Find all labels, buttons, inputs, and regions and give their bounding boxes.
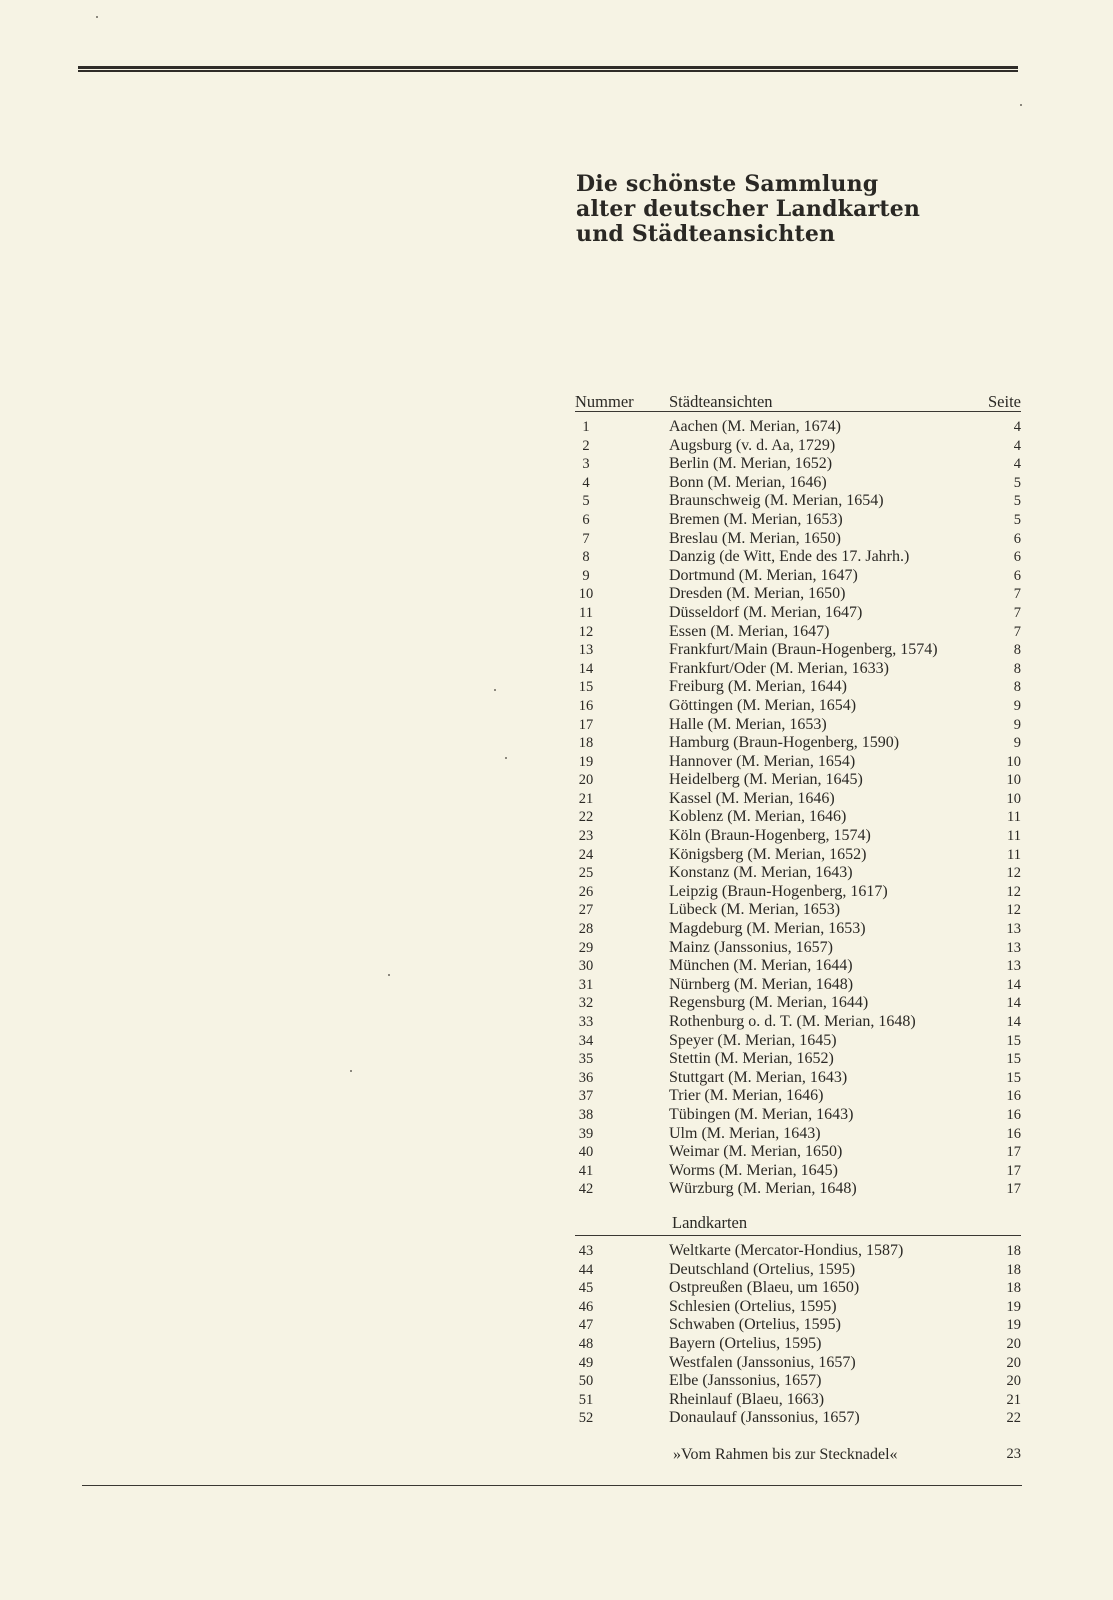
entry-title: Schlesien (Ortelius, 1595) (669, 1297, 837, 1315)
entry-title: Berlin (M. Merian, 1652) (669, 455, 833, 473)
toc-row (575, 1279, 1021, 1298)
entry-number: 29 (578, 939, 594, 956)
entry-title: Danzig (de Witt, Ende des 17. Jahrh.) (669, 548, 910, 566)
entry-page: 10 (1006, 790, 1021, 807)
entry-number: 7 (582, 530, 590, 547)
toc-row (575, 994, 1021, 1013)
entry-number: 4 (582, 474, 590, 491)
paper-speck (350, 1070, 352, 1072)
toc-row (575, 771, 1021, 790)
entry-number: 32 (578, 995, 594, 1012)
paper-speck (1020, 104, 1022, 106)
entry-page: 20 (1006, 1354, 1021, 1371)
entry-page: 13 (1006, 939, 1021, 956)
entry-number: 39 (578, 1125, 594, 1142)
entry-title: Dortmund (M. Merian, 1647) (669, 566, 858, 584)
entry-number: 42 (578, 1181, 594, 1198)
entry-page: 18 (1006, 1280, 1021, 1297)
title-line-3: und Städteansichten (576, 221, 836, 247)
toc-row (575, 1391, 1021, 1410)
maps-list (575, 1242, 1021, 1428)
toc-row (575, 901, 1021, 920)
entry-number: 23 (578, 828, 594, 845)
entry-page: 6 (1013, 530, 1021, 547)
entry-page: 10 (1006, 772, 1021, 789)
entry-page: 16 (1006, 1125, 1021, 1142)
entry-title: Koblenz (M. Merian, 1646) (669, 808, 847, 826)
entry-page: 7 (1013, 623, 1021, 640)
bottom-rule (82, 1485, 1022, 1486)
entry-title: Lübeck (M. Merian, 1653) (669, 901, 841, 919)
entry-page: 5 (1013, 493, 1021, 510)
entry-page: 11 (1007, 846, 1021, 863)
toc-row (575, 1050, 1021, 1069)
toc-row (575, 1069, 1021, 1088)
entry-number: 52 (578, 1410, 594, 1427)
toc-row (575, 678, 1021, 697)
entry-page: 13 (1006, 958, 1021, 975)
entry-page: 17 (1006, 1144, 1021, 1161)
table-of-contents (575, 392, 1021, 1466)
toc-row (575, 697, 1021, 716)
toc-row (575, 567, 1021, 586)
toc-row (575, 716, 1021, 735)
toc-row (575, 1106, 1021, 1125)
toc-row (575, 920, 1021, 939)
entry-number: 15 (578, 679, 594, 696)
entry-title: Weimar (M. Merian, 1650) (669, 1143, 843, 1161)
toc-row (575, 939, 1021, 958)
entry-title: Worms (M. Merian, 1645) (669, 1161, 838, 1179)
entry-title: Magdeburg (M. Merian, 1653) (669, 920, 866, 938)
entry-page: 8 (1013, 660, 1021, 677)
toc-row (575, 455, 1021, 474)
entry-page: 9 (1013, 716, 1021, 733)
entry-title: Frankfurt/Oder (M. Merian, 1633) (669, 659, 889, 677)
entry-number: 24 (578, 846, 594, 863)
entry-title: Schwaben (Ortelius, 1595) (669, 1316, 841, 1334)
header-number: Nummer (575, 392, 634, 411)
entry-number: 38 (578, 1106, 594, 1123)
toc-row (575, 1180, 1021, 1199)
toc-row (575, 511, 1021, 530)
entry-title: Donaulauf (Janssonius, 1657) (669, 1409, 860, 1427)
entry-number: 9 (582, 567, 590, 584)
entry-title: Göttingen (M. Merian, 1654) (669, 696, 857, 714)
entry-title: Ostpreußen (Blaeu, um 1650) (669, 1279, 860, 1297)
entry-page: 14 (1006, 995, 1021, 1012)
entry-number: 28 (578, 921, 594, 938)
entry-page: 17 (1006, 1181, 1021, 1198)
entry-page: 7 (1013, 586, 1021, 603)
entry-title: Bonn (M. Merian, 1646) (669, 473, 827, 491)
entry-title: Elbe (Janssonius, 1657) (669, 1372, 822, 1390)
entry-number: 51 (578, 1391, 594, 1408)
entry-number: 30 (578, 958, 594, 975)
entry-number: 19 (578, 753, 594, 770)
entry-page: 5 (1013, 511, 1021, 528)
entry-number: 47 (578, 1317, 594, 1334)
entry-number: 25 (578, 865, 594, 882)
toc-row (575, 883, 1021, 902)
entry-title: Weltkarte (Mercator-Hondius, 1587) (669, 1241, 904, 1259)
entry-number: 40 (578, 1144, 594, 1161)
entry-page: 20 (1006, 1373, 1021, 1390)
toc-row (575, 753, 1021, 772)
entry-page: 5 (1013, 474, 1021, 491)
entry-page: 11 (1007, 809, 1021, 826)
entry-page: 16 (1006, 1088, 1021, 1105)
toc-row (575, 1316, 1021, 1335)
toc-row (575, 660, 1021, 679)
entry-number: 46 (578, 1298, 594, 1315)
entry-number: 44 (578, 1261, 594, 1278)
entry-title: Konstanz (M. Merian, 1643) (669, 864, 853, 882)
entry-number: 18 (578, 735, 594, 752)
toc-row (575, 1354, 1021, 1373)
entry-page: 12 (1006, 902, 1021, 919)
entry-title: Freiburg (M. Merian, 1644) (669, 678, 847, 696)
entry-number: 36 (578, 1069, 594, 1086)
entry-number: 2 (582, 437, 590, 454)
maps-header (575, 1213, 1021, 1236)
header-page: Seite (988, 392, 1021, 411)
entry-title: Bremen (M. Merian, 1653) (669, 510, 843, 528)
entry-page: 18 (1006, 1242, 1021, 1259)
entry-number: 5 (582, 493, 590, 510)
entry-page: 8 (1013, 679, 1021, 696)
entry-page: 7 (1013, 604, 1021, 621)
entry-title: Westfalen (Janssonius, 1657) (669, 1353, 856, 1371)
entry-title: Stettin (M. Merian, 1652) (669, 1050, 834, 1068)
entry-title: Aachen (M. Merian, 1674) (669, 418, 841, 435)
entry-title: Nürnberg (M. Merian, 1648) (669, 975, 854, 993)
toc-row (575, 1162, 1021, 1181)
entry-title: Dresden (M. Merian, 1650) (669, 585, 846, 603)
entry-title: Hamburg (Braun-Hogenberg, 1590) (669, 734, 900, 752)
entry-number: 13 (578, 642, 594, 659)
entry-page: 6 (1013, 567, 1021, 584)
entry-number: 21 (578, 790, 594, 807)
toc-row (575, 1335, 1021, 1354)
entry-title: Leipzig (Braun-Hogenberg, 1617) (669, 882, 888, 900)
entry-title: Tübingen (M. Merian, 1643) (669, 1105, 854, 1123)
entry-page: 15 (1006, 1069, 1021, 1086)
entry-page: 20 (1006, 1335, 1021, 1352)
toc-row (575, 418, 1021, 437)
title-line-2: alter deutscher Landkarten (576, 196, 921, 222)
final-entry-title: »Vom Rahmen bis zur Stecknadel« (673, 1445, 898, 1463)
entry-number: 34 (578, 1032, 594, 1049)
entry-number: 20 (578, 772, 594, 789)
header-city-views: Städteansichten (669, 392, 773, 411)
entry-number: 10 (578, 586, 594, 603)
entry-number: 14 (578, 660, 594, 677)
entry-number: 6 (582, 511, 590, 528)
entry-page: 16 (1006, 1106, 1021, 1123)
entry-title: Heidelberg (M. Merian, 1645) (669, 771, 863, 789)
entry-title: Trier (M. Merian, 1646) (669, 1087, 824, 1105)
entry-title: Stuttgart (M. Merian, 1643) (669, 1068, 848, 1086)
entry-number: 31 (578, 976, 594, 993)
toc-row (575, 808, 1021, 827)
entry-page: 12 (1006, 865, 1021, 882)
entry-page: 12 (1006, 883, 1021, 900)
toc-row (575, 623, 1021, 642)
paper-speck (96, 16, 98, 18)
entry-page: 21 (1006, 1391, 1021, 1408)
maps-heading: Landkarten (672, 1212, 748, 1232)
toc-row (575, 437, 1021, 456)
entry-title: Essen (M. Merian, 1647) (669, 622, 830, 640)
entry-number: 16 (578, 697, 594, 714)
entry-page: 10 (1006, 753, 1021, 770)
toc-row (575, 492, 1021, 511)
entry-title: Frankfurt/Main (Braun-Hogenberg, 1574) (669, 641, 938, 659)
entry-number: 26 (578, 883, 594, 900)
entry-number: 8 (582, 549, 590, 566)
entry-number: 37 (578, 1088, 594, 1105)
toc-row (575, 604, 1021, 623)
toc-row (575, 1032, 1021, 1051)
entry-number: 33 (578, 1014, 594, 1030)
entry-title: Königsberg (M. Merian, 1652) (669, 845, 867, 863)
entry-page: 11 (1007, 828, 1021, 845)
toc-row (575, 641, 1021, 660)
toc-header (575, 392, 1021, 412)
entry-page: 4 (1013, 419, 1021, 435)
final-entry-page: 23 (1006, 1445, 1021, 1462)
final-entry (575, 1446, 1021, 1466)
entry-title: Kassel (M. Merian, 1646) (669, 789, 835, 807)
toc-row (575, 1242, 1021, 1261)
toc-row (575, 530, 1021, 549)
paper-speck (505, 757, 507, 759)
entry-number: 49 (578, 1354, 594, 1371)
city-views-list (575, 418, 1021, 1199)
entry-title: München (M. Merian, 1644) (669, 957, 853, 975)
entry-number: 41 (578, 1162, 594, 1179)
entry-number: 12 (578, 623, 594, 640)
entry-page: 4 (1013, 456, 1021, 473)
entry-title: Breslau (M. Merian, 1650) (669, 529, 841, 547)
entry-title: Ulm (M. Merian, 1643) (669, 1124, 821, 1142)
toc-row (575, 864, 1021, 883)
entry-title: Speyer (M. Merian, 1645) (669, 1031, 837, 1049)
toc-row (575, 1298, 1021, 1317)
paper-speck (388, 974, 390, 976)
toc-row (575, 585, 1021, 604)
entry-title: Braunschweig (M. Merian, 1654) (669, 492, 884, 510)
toc-row (575, 1261, 1021, 1280)
entry-page: 9 (1013, 735, 1021, 752)
entry-page: 17 (1006, 1162, 1021, 1179)
entry-number: 27 (578, 902, 594, 919)
entry-title: Rheinlauf (Blaeu, 1663) (669, 1390, 825, 1408)
entry-number: 50 (578, 1373, 594, 1390)
toc-row (575, 548, 1021, 567)
entry-number: 35 (578, 1051, 594, 1068)
entry-title: Hannover (M. Merian, 1654) (669, 752, 856, 770)
toc-row (575, 1372, 1021, 1391)
entry-title: Rothenburg o. d. T. (M. Merian, 1648) (669, 1013, 916, 1030)
entry-number: 17 (578, 716, 594, 733)
entry-page: 22 (1006, 1410, 1021, 1427)
entry-page: 19 (1006, 1298, 1021, 1315)
toc-row (575, 790, 1021, 809)
entry-title: Deutschland (Ortelius, 1595) (669, 1260, 856, 1278)
toc-row (575, 827, 1021, 846)
entry-page: 14 (1006, 1014, 1021, 1030)
entry-title: Regensburg (M. Merian, 1644) (669, 994, 869, 1012)
entry-title: Köln (Braun-Hogenberg, 1574) (669, 827, 871, 845)
toc-row (575, 1125, 1021, 1144)
entry-title: Bayern (Ortelius, 1595) (669, 1334, 822, 1352)
top-double-rule (78, 66, 1018, 72)
toc-row (575, 734, 1021, 753)
entry-title: Halle (M. Merian, 1653) (669, 715, 827, 733)
toc-row (575, 1409, 1021, 1428)
entry-page: 4 (1013, 437, 1021, 454)
toc-row (575, 957, 1021, 976)
toc-row (575, 1087, 1021, 1106)
entry-page: 19 (1006, 1317, 1021, 1334)
entry-number: 48 (578, 1335, 594, 1352)
entry-page: 14 (1006, 976, 1021, 993)
paper-speck (494, 689, 496, 691)
entry-title: Augsburg (v. d. Aa, 1729) (669, 436, 836, 454)
entry-number: 22 (578, 809, 594, 826)
toc-row (575, 1143, 1021, 1162)
page-title (576, 172, 920, 247)
entry-number: 1 (582, 419, 590, 435)
entry-number: 45 (578, 1280, 594, 1297)
toc-row (575, 474, 1021, 493)
toc-row (575, 846, 1021, 865)
entry-title: Düsseldorf (M. Merian, 1647) (669, 603, 863, 621)
entry-page: 13 (1006, 921, 1021, 938)
entry-page: 8 (1013, 642, 1021, 659)
entry-number: 11 (579, 604, 593, 621)
entry-number: 3 (582, 456, 590, 473)
entry-page: 18 (1006, 1261, 1021, 1278)
entry-number: 43 (578, 1242, 594, 1259)
entry-page: 9 (1013, 697, 1021, 714)
title-line-1: Die schönste Sammlung (576, 171, 879, 197)
entry-title: Würzburg (M. Merian, 1648) (669, 1180, 857, 1198)
entry-title: Mainz (Janssonius, 1657) (669, 938, 833, 956)
entry-page: 15 (1006, 1032, 1021, 1049)
toc-row (575, 1013, 1021, 1032)
entry-page: 6 (1013, 549, 1021, 566)
entry-page: 15 (1006, 1051, 1021, 1068)
toc-row (575, 976, 1021, 995)
